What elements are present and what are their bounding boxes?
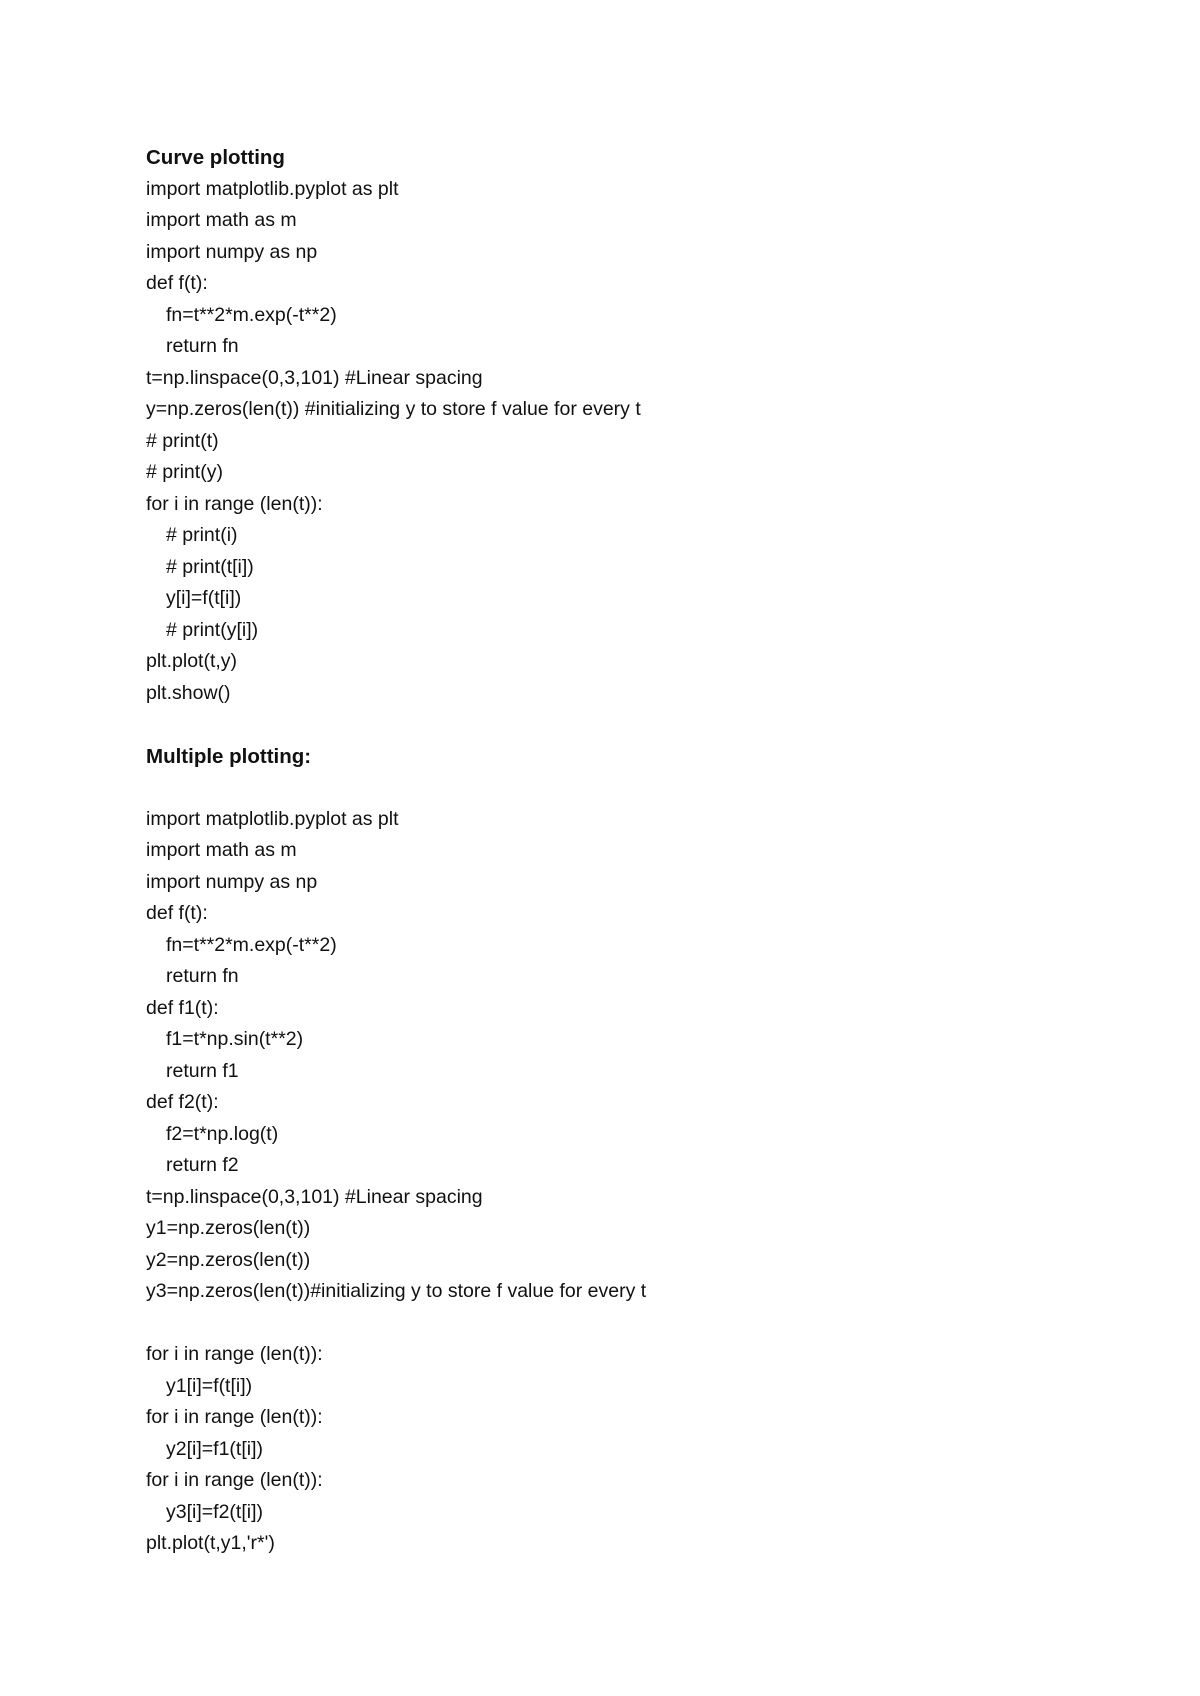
code-line: import math as m <box>146 839 297 861</box>
code-line: def f(t): <box>146 902 208 924</box>
code-line: import math as m <box>146 209 297 231</box>
code-line: # print(t) <box>146 429 219 452</box>
code-line: y2=np.zeros(len(t)) <box>146 1248 311 1271</box>
code-line: f1=t*np.sin(t**2) <box>166 1028 304 1050</box>
code-line: plt.show() <box>146 681 231 704</box>
code-line: for i in range (len(t)): <box>146 1406 323 1428</box>
code-line: for i in range (len(t)): <box>146 1469 323 1491</box>
code-line: y1=np.zeros(len(t)) <box>146 1217 311 1239</box>
code-line: t=np.linspace(0,3,101) #Linear spacing <box>146 366 483 389</box>
code-line: for i in range (len(t)): <box>146 492 323 515</box>
code-line: import matplotlib.pyplot as plt <box>146 807 399 830</box>
code-line: return f2 <box>166 1154 239 1176</box>
code-line: fn=t**2*m.exp(-t**2) <box>166 303 337 326</box>
code-line: return fn <box>166 335 239 357</box>
blank-line <box>146 772 1146 804</box>
code-line: # print(i) <box>166 524 238 546</box>
code-line: y=np.zeros(len(t)) #initializing y to store f value for every t <box>146 398 641 420</box>
code-line: f2=t*np.log(t) <box>166 1122 279 1145</box>
code-line: for i in range (len(t)): <box>146 1343 323 1365</box>
code-line: y3=np.zeros(len(t))#initializing y to store f value for every t <box>146 1280 647 1302</box>
code-line: y1[i]=f(t[i]) <box>166 1374 253 1397</box>
code-line: y[i]=f(t[i]) <box>166 587 242 609</box>
code-line: def f1(t): <box>146 996 219 1019</box>
document-page <box>146 142 1146 1560</box>
code-line: import numpy as np <box>146 870 318 893</box>
code-line: return f1 <box>166 1059 239 1082</box>
code-line: plt.plot(t,y1,'r*') <box>146 1532 275 1554</box>
section-heading-curve-plotting: Curve plotting <box>146 146 285 169</box>
blank-line <box>146 1308 1146 1340</box>
section-heading-multiple-plotting: Multiple plotting: <box>146 744 312 768</box>
code-line: y2[i]=f1(t[i]) <box>166 1437 263 1460</box>
code-line: y3[i]=f2(t[i]) <box>166 1500 263 1523</box>
code-line: def f2(t): <box>146 1091 219 1113</box>
code-line: def f(t): <box>146 272 208 294</box>
code-line: # print(t[i]) <box>166 555 254 578</box>
code-line: # print(y) <box>146 461 223 483</box>
code-line: return fn <box>166 965 239 987</box>
code-line: import matplotlib.pyplot as plt <box>146 177 399 200</box>
code-line: fn=t**2*m.exp(-t**2) <box>166 933 337 956</box>
code-line: import numpy as np <box>146 240 318 263</box>
code-line: plt.plot(t,y) <box>146 650 238 672</box>
code-line: t=np.linspace(0,3,101) #Linear spacing <box>146 1185 483 1208</box>
blank-line <box>146 709 1146 741</box>
code-line: # print(y[i]) <box>166 618 259 641</box>
